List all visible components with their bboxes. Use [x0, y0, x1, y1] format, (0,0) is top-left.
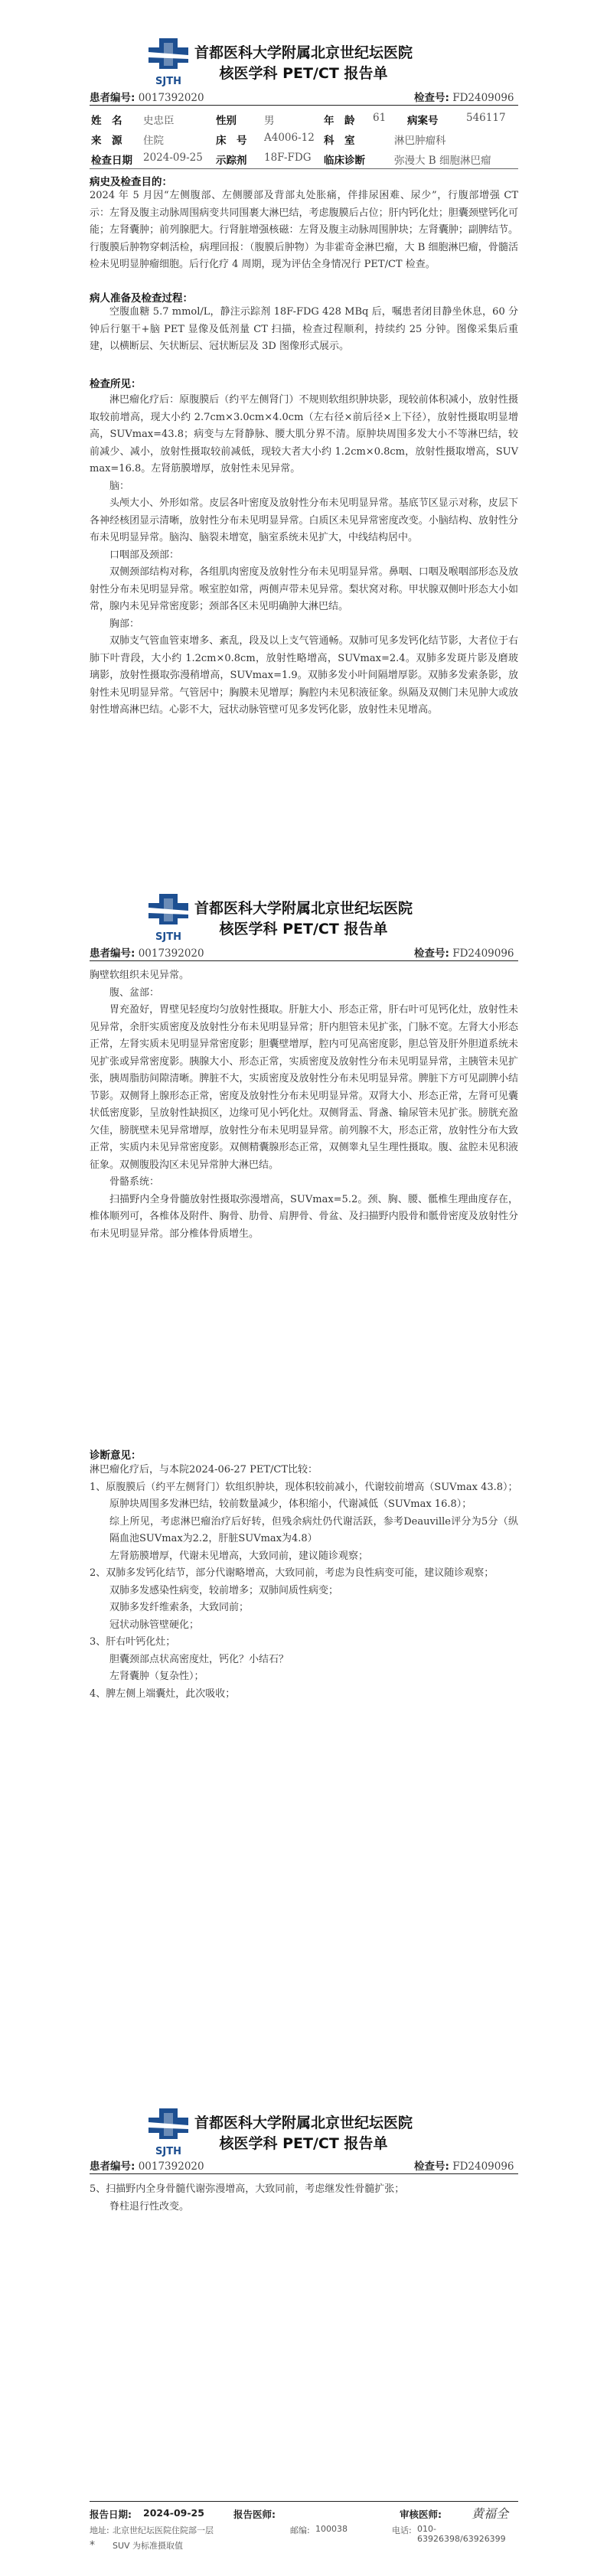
findings-text-2	[90, 967, 518, 1243]
exam-no: FD2409096	[452, 947, 514, 960]
patient-source: 住院	[143, 135, 164, 147]
report-title	[0, 2113, 607, 2154]
abd-title: 腹、盆部：	[109, 986, 160, 999]
patient-no: 0017392020	[138, 947, 204, 960]
prep-title: 病人准备及检查过程：	[90, 292, 193, 305]
info-row-1	[90, 107, 518, 127]
bone-title: 骨骼系统：	[109, 1176, 160, 1188]
exam-no: FD2409096	[452, 2160, 514, 2173]
svg-text:黄福全: 黄福全	[472, 2506, 509, 2521]
brain-title: 脑：	[109, 480, 130, 492]
info-row-3	[90, 147, 518, 167]
source-label: 来 源	[91, 135, 122, 147]
hospital-name: 首都医科大学附属北京世纪坛医院	[194, 2115, 413, 2131]
name-label: 姓 名	[91, 115, 122, 127]
bed-label: 床 号	[216, 135, 247, 147]
signature-row	[90, 2507, 518, 2524]
report-type: 核医学科 PET/CT 报告单	[219, 921, 388, 937]
patient-no: 0017392020	[138, 92, 204, 104]
exam-date: 2024-09-25	[143, 152, 203, 164]
id-row-1	[90, 86, 518, 104]
chest-title: 胸部：	[109, 618, 140, 630]
record-label: 病案号	[407, 115, 439, 127]
address-row	[90, 2524, 518, 2544]
lymphoma-text: 原腹膜后（约平左侧肾门）不规则软组织肿块影，现较前体积减小，放射性摄取较前增高，现大小约 2.7cm×3.0cm×4.0cm（左右径×前后径×上下径），放射性摄取明显增高，SUVmax=43.8；病变与左肾静脉、腰大肌分界不清。原肿块周围多发大小不等淋巴结，较前减少、减小，放射性摄取较前减低，现较大者大小约 1.2cm×0.8cm，放射性摄取增高，SUVmax=16.8。左肾筋膜增厚，放射性未见异常。	[90, 394, 518, 474]
zip-label: 邮编:	[290, 2525, 310, 2535]
department: 淋巴肿瘤科	[394, 135, 446, 147]
divider	[90, 105, 518, 106]
patient-age: 61	[373, 112, 387, 124]
phone: 010-63926398/63926399	[417, 2524, 506, 2544]
age-label: 年 龄	[324, 115, 355, 127]
history-text: 2024 年 5 月因“左侧腹部、左侧腰部及背部丸处胀痛，伴排尿困难、尿少”，行腹部增强 CT 示：左肾及腹主动脉周围病变共同围裹大淋巴结，考虑腹膜后占位；肝内钙化灶；胆囊颈壁钙化可能；左肾囊肿；前列腺肥大。行肾脏增强核磁：左肾及腹主动脉周围肿块；左肾囊肿；副脾结节。行腹膜后肿物穿刺活检，病理回报：（腹膜后肿物）为非霍奇金淋巴瘤，大 B 细胞淋巴瘤，骨髓活检未见明显肿瘤细胞。后行化疗 4 周期，现为评估全身情况行 PET/CT 检查。	[90, 190, 518, 270]
note-star: *	[90, 2539, 95, 2552]
lymphoma-label: 淋巴瘤化疗后：	[109, 394, 180, 406]
reviewer-label: 审核医师:	[400, 2509, 442, 2520]
svg-text:SJTH: SJTH	[155, 2146, 181, 2157]
exam-no-label: 检查号:	[414, 2160, 449, 2173]
record-no: 546117	[466, 112, 506, 124]
diagnosis-text-2: 5、扫描野内全身骨髓代谢弥漫增高，大致同前，考虑继发性骨髓扩张； 脊柱退行性改变。	[90, 2183, 405, 2212]
svg-text:SJTH: SJTH	[155, 931, 181, 943]
tracer: 18F-FDG	[264, 152, 312, 164]
exam-no-label: 检查号:	[414, 92, 449, 104]
tracer-label: 示踪剂	[216, 155, 247, 167]
suv-note: SUV 为标准摄取值	[113, 2541, 184, 2551]
patient-no-label: 患者编号:	[90, 2160, 135, 2173]
sex-label: 性别	[216, 115, 237, 127]
mouth-title: 口咽部及颈部：	[109, 549, 180, 561]
hospital-name: 首都医科大学附属北京世纪坛医院	[194, 44, 413, 61]
report-date: 2024-09-25	[143, 2507, 204, 2519]
bone-text: 扫描野内全身骨髓放射性摄取弥漫增高，SUVmax=5.2。颈、胸、腰、骶椎生理曲度存在，椎体顺列可，各椎体及附件、胸骨、肋骨、肩胛骨、骨盆、及扫描野内股骨和骶骨密度及放射性分布未见明显异常。部分椎体骨质增生。	[90, 1193, 518, 1240]
exam-no-label: 检查号:	[414, 947, 449, 960]
footer-divider	[90, 2501, 518, 2502]
divider	[90, 960, 518, 961]
diagnosis-text-1: 淋巴瘤化疗后，与本院2024-06-27 PET/CT比较： 1、原腹膜后（约平左侧肾门）软组织肿块，现体积较前减小，代谢较前增高（SUVmax 43.8）； 原肿块周围多发淋巴结，较前数量减少，体积缩小，代谢减低（SUVmax 16.8）； 综上所见，考虑淋巴瘤治疗后好转，但残余病灶仍代谢活跃，参考Deauville评分为5分（纵隔血池SUVmax为2.2，肝脏SUVmax为4.8） 左肾筋膜增厚，代谢未见增高，大致同前，建议随诊观察； 2、双肺多发钙化结节，部分代谢略增高，大致同前，考虑为良性病变可能，建议随诊观察； 双肺多发感染性病变，较前增多；双肺间质性病变； 双肺多发纤维索条，大致同前； 冠状动脉管壁硬化； 3、肝右叶钙化灶； 胆囊颈部点状高密度灶，钙化？小结石？ 左肾囊肿（复杂性）； 4、脾左侧上端囊灶，此次吸收；	[90, 1464, 518, 1700]
patient-no: 0017392020	[138, 2160, 204, 2173]
diagnosis-title: 诊断意见：	[90, 1449, 142, 1462]
report-type: 核医学科 PET/CT 报告单	[219, 65, 388, 82]
report-title	[0, 898, 607, 940]
info-row-2	[90, 127, 518, 147]
clinical-diagnosis: 弥漫大 B 细胞淋巴瘤	[394, 155, 491, 167]
id-row-2	[90, 941, 518, 960]
address: 北京世纪坛医院住院部一层	[113, 2525, 214, 2535]
svg-text:SJTH: SJTH	[155, 76, 181, 87]
zip: 100038	[315, 2524, 348, 2534]
brain-text: 头颅大小、外形如常。皮层各叶密度及放射性分布未见明显异常。基底节区显示对称，皮层下各神经核团显示清晰，放射性分布未见明显异常。白质区未见异常密度改变。小脑结构、放射性分布未见明显异常。脑沟、脑裂未增宽，脑室系统未见扩大，中线结构居中。	[90, 497, 518, 543]
date-label: 检查日期	[91, 155, 132, 167]
chest-wall-text: 胸壁软组织未见异常。	[90, 970, 190, 981]
reporter-label: 报告医师:	[233, 2509, 276, 2520]
hospital-name: 首都医科大学附属北京世纪坛医院	[194, 900, 413, 917]
exam-no: FD2409096	[452, 92, 514, 104]
divider	[90, 2173, 518, 2174]
report-type: 核医学科 PET/CT 报告单	[219, 2135, 388, 2152]
findings-title: 检查所见：	[90, 378, 142, 390]
report-title	[0, 43, 607, 84]
dept-label: 科 室	[324, 135, 355, 147]
patient-name: 史忠臣	[143, 115, 175, 127]
address-label: 地址:	[90, 2525, 109, 2535]
prep-text: 空腹血糖 5.7 mmol/L，静注示踪剂 18F-FDG 428 MBq 后，嘱患者闭目静坐休息，60 分钟后行躯干+脑 PET 显像及低剂量 CT 扫描，检查过程顺利，持续约 25 分钟。图像采集后重建，以横断层、矢状断层、冠状断层及 3D 图像形式展示。	[90, 306, 518, 352]
chest-text: 双肺支气管血管束增多、紊乱，段及以上支气管通畅。双肺可见多发钙化结节影，大者位于右肺下叶背段，大小约 1.2cm×0.8cm，放射性略增高，SUVmax=2.4。双肺多发斑片影及磨玻璃影，放射性摄取弥漫稍增高，SUVmax=1.9。双肺多发小叶间隔增厚影。双肺多发索条影，放射性未见明显异常。气管居中；胸膜未见增厚；胸腔内未见积液征象。纵隔及双侧门未见肿大或放射性增高淋巴结。心影不大，冠状动脉管壁可见多发钙化影，放射性未见增高。	[90, 635, 518, 716]
mouth-text: 双侧颈部结构对称，各组肌肉密度及放射性分布未见明显异常。鼻咽、口咽及喉咽部形态及放射性分布未见明显异常。喉室腔如常，两侧声带未见异常。梨状窝对称。甲状腺双侧叶形态大小如常，腺内未见异常密度影；颈部各区未见明确肿大淋巴结。	[90, 566, 518, 612]
diag-label: 临床诊断	[324, 155, 365, 167]
patient-sex: 男	[264, 115, 275, 127]
history-title: 病史及检查目的：	[90, 176, 172, 188]
id-row-3	[90, 2154, 518, 2173]
abd-text: 胃充盈好，胃壁见轻度均匀放射性摄取。肝脏大小、形态正常，肝右叶可见钙化灶，放射性未见异常，余肝实质密度及放射性分布未见明显异常；肝内胆管未见扩张，门脉不宽。左肾大小形态正常，左肾实质未见明显异常密度影；胆囊壁增厚，腔内可见高密度影，胆总管及肝外胆道系统未见扩张或异常密度影。胰腺大小、形态正常，实质密度及放射性分布未见明显异常，主胰管未见扩张，胰周脂肪间隙清晰。脾脏不大，实质密度及放射性分布未见明显异常。脾脏下方可见副脾小结节影。双侧肾上腺形态正常，密度及放射性分布未见明显异常。双肾大小、形态正常，左肾可见囊状低密度影，呈放射性缺损区，边缘可见小钙化灶。双侧肾盂、肾盏、输尿管未见扩张。膀胱充盈欠佳，膀胱壁未见异常增厚，放射性分布未见明显异常。前列腺不大，形态正常，放射性分布大致正常，实质内未见异常密度影。双侧精囊腺形态正常，双侧睾丸呈生理性摄取。腹、盆腔未见积液征象。双侧腹股沟区未见异常肿大淋巴结。	[90, 1004, 518, 1171]
note-row	[90, 2539, 518, 2556]
report-date-label: 报告日期:	[90, 2509, 132, 2520]
divider	[90, 168, 518, 169]
bed-no: A4006-12	[264, 132, 315, 144]
patient-no-label: 患者编号:	[90, 92, 135, 104]
findings-text-1	[90, 392, 518, 719]
patient-no-label: 患者编号:	[90, 947, 135, 960]
phone-label: 电话:	[392, 2525, 412, 2535]
reviewer-signature	[468, 2503, 522, 2524]
